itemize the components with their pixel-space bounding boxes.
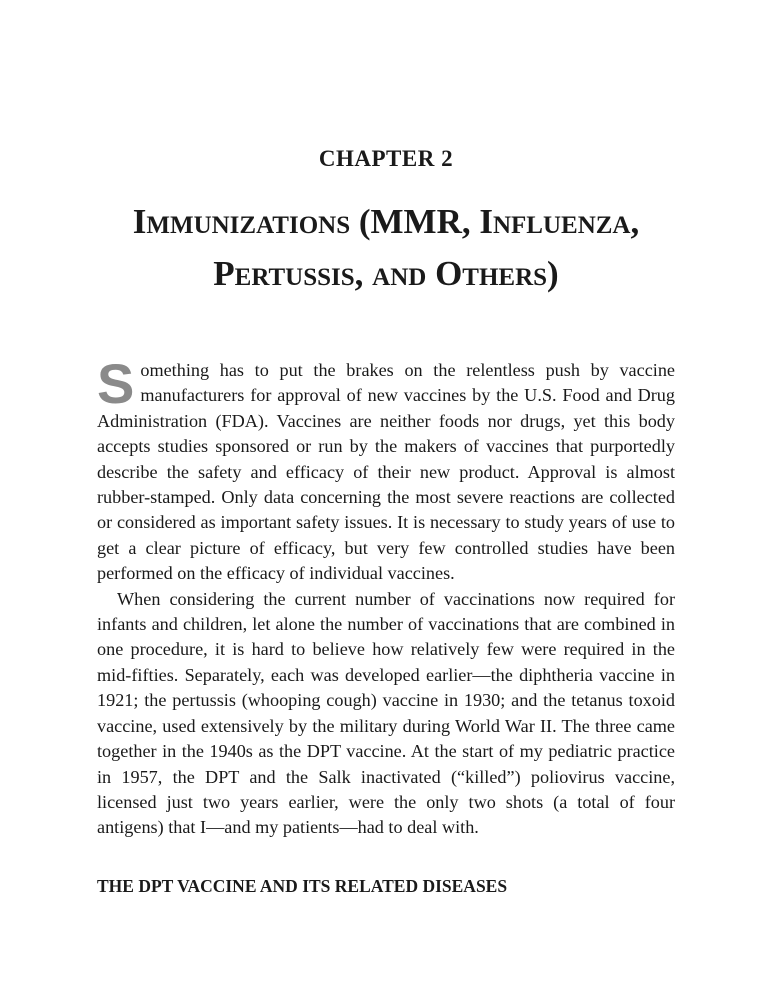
paragraph-1: [97, 352, 675, 587]
section-heading: THE DPT VACCINE AND ITS RELATED DISEASES: [97, 876, 508, 896]
body-text: [97, 352, 675, 841]
paragraph-1-text: omething has to put the brakes on the relentless push by vaccine manufacturers for approval of new vaccines by the U.S. Food and Drug Administration (FDA). Vaccines are neither foods nor drugs, yet this body accepts studies sponsored or run by the makers of vaccines that purportedly describe the safety and efficacy of their new product. Approval is almost rubber-stamped. Only data concerning the most severe reactions are collected or considered as important safety issues. It is necessary to study years of use to get a clear picture of efficacy, but very few controlled studies have been performed on the efficacy of individual vaccines.: [97, 360, 675, 584]
drop-cap: S: [97, 352, 135, 415]
paragraph-2: When considering the current number of vaccinations now required for infants and children, let alone the number of vaccinations that are combined in one procedure, it is hard to believe how relatively few were required in the mid-fifties. Separately, each was developed earlier—the diphtheria vaccine in 1921; the pertussis (whooping cough) vaccine in 1930; and the tetanus toxoid vaccine, used extensively by the military during World War II. The three came together in the 1940s as the DPT vaccine. At the start of my pediatric practice in 1957, the DPT and the Salk inactivated (“killed”) poliovirus vaccine, licensed just two years earlier, were the only two shots (a total of four antigens) that I—and my patients—had to deal with.: [97, 588, 675, 838]
chapter-title: Immunizations (MMR, Influenza, Pertussis, and Others): [132, 202, 640, 293]
chapter-label: CHAPTER 2: [318, 146, 454, 171]
